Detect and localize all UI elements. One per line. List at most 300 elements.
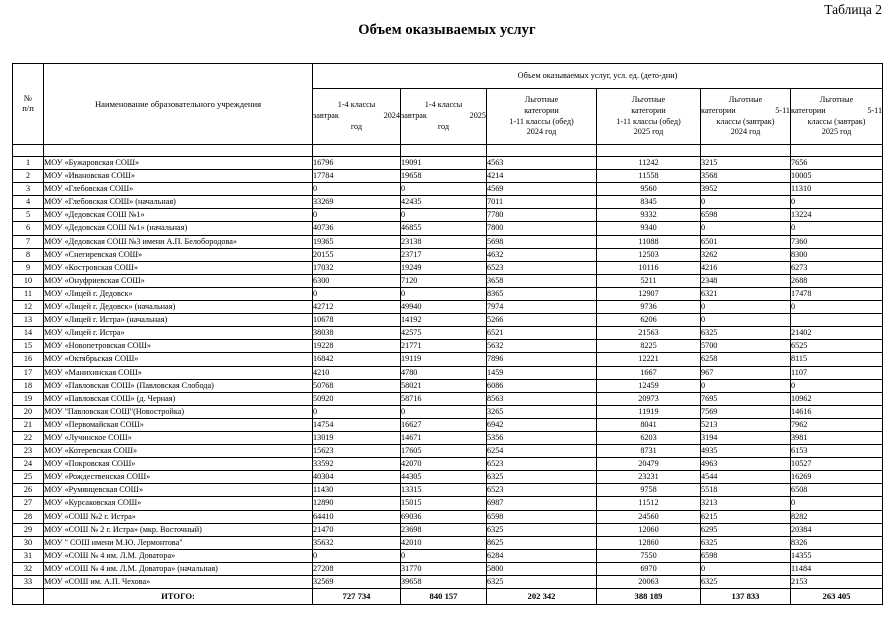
cell-value-5: 6598 [701,209,791,222]
cell-value-3: 6086 [487,379,597,392]
cell-value-1: 50768 [313,379,401,392]
institution-name: МОУ «Глебовская СОШ» (начальная) [44,196,313,209]
cell-value-5: 6325 [701,536,791,549]
cell-value-6: 8115 [791,353,883,366]
header-col-4-line1: Льготные [631,94,666,104]
cell-value-5: 3215 [701,157,791,170]
row-number: 1 [13,157,44,170]
row-number: 18 [13,379,44,392]
institution-name: МОУ «СОШ № 2 г. Истра» (мкр. Восточный) [44,523,313,536]
cell-value-3: 4632 [487,248,597,261]
row-number: 9 [13,261,44,274]
institution-name: МОУ «Румянцевская СОШ» [44,484,313,497]
table-row [13,274,883,287]
institution-name: МОУ «СОШ № 4 им. Л.М. Доватора» [44,549,313,562]
cell-value-1: 64410 [313,510,401,523]
cell-value-2: 42575 [401,327,487,340]
spacer-cell [791,145,883,157]
institution-name: МОУ «Ивановская СОШ» [44,170,313,183]
cell-value-2: 42435 [401,196,487,209]
cell-value-5: 7569 [701,405,791,418]
cell-value-6: 0 [791,379,883,392]
cell-value-2: 7120 [401,274,487,287]
cell-value-1: 33269 [313,196,401,209]
header-col-6-line3: классы (завтрак) [807,116,866,126]
cell-value-1: 15623 [313,445,401,458]
cell-value-1: 50920 [313,392,401,405]
cell-value-1: 0 [313,183,401,196]
row-number: 16 [13,353,44,366]
cell-value-4: 7550 [597,549,701,562]
header-col-3-line2: категории [524,105,559,115]
cell-value-5: 6598 [701,549,791,562]
row-number: 3 [13,183,44,196]
header-col-1-line2: завтрак 2024 [313,111,400,121]
row-number: 19 [13,392,44,405]
cell-value-1: 0 [313,405,401,418]
row-number: 32 [13,562,44,575]
table-row [13,510,883,523]
cell-value-6: 1107 [791,366,883,379]
cell-value-3: 6523 [487,458,597,471]
cell-value-6: 6508 [791,484,883,497]
row-number: 26 [13,484,44,497]
cell-value-3: 6942 [487,418,597,431]
table-row [13,471,883,484]
header-col-privileged-breakfast-2025 [791,89,883,145]
header-row-number-line2: п/п [22,103,34,113]
cell-value-6: 8300 [791,248,883,261]
table-row [13,170,883,183]
cell-value-2: 4780 [401,366,487,379]
cell-value-2: 17605 [401,445,487,458]
header-col-1-line3: год [350,121,363,131]
institution-name: МОУ «Глебовская СОШ» [44,183,313,196]
row-number: 12 [13,301,44,314]
table-row [13,157,883,170]
cell-value-3: 5800 [487,562,597,575]
row-number: 29 [13,523,44,536]
cell-value-1: 6300 [313,274,401,287]
row-number: 31 [13,549,44,562]
cell-value-6: 10962 [791,392,883,405]
totals-value-1: 727 734 [313,589,401,605]
cell-value-4: 8041 [597,418,701,431]
table-row [13,431,883,444]
cell-value-6: 20384 [791,523,883,536]
cell-value-4: 9340 [597,222,701,235]
cell-value-1: 16842 [313,353,401,366]
row-number: 27 [13,497,44,510]
cell-value-4: 12503 [597,248,701,261]
cell-value-6: 0 [791,196,883,209]
cell-value-6: 7656 [791,157,883,170]
row-number: 20 [13,405,44,418]
table-row [13,484,883,497]
cell-value-3: 6254 [487,445,597,458]
cell-value-3: 6521 [487,327,597,340]
cell-value-5: 0 [701,314,791,327]
cell-value-3: 8365 [487,287,597,300]
cell-value-1: 19365 [313,235,401,248]
cell-value-4: 6206 [597,314,701,327]
cell-value-3: 4563 [487,157,597,170]
cell-value-3: 7011 [487,196,597,209]
row-number: 11 [13,287,44,300]
cell-value-5: 6295 [701,523,791,536]
header-col-1-line1: 1-4 классы [337,100,376,110]
header-group-title: Объем оказываемых услуг, усл. ед. (дето-дни) [313,64,883,89]
cell-value-4: 12459 [597,379,701,392]
cell-value-4: 20479 [597,458,701,471]
row-number: 13 [13,314,44,327]
table-row [13,353,883,366]
cell-value-5: 6501 [701,235,791,248]
table-row [13,576,883,589]
header-institution-name: Наименование образовательного учреждения [44,64,313,145]
cell-value-6: 8326 [791,536,883,549]
cell-value-1: 42712 [313,301,401,314]
institution-name: МОУ «СОШ им. А.П. Чехова» [44,576,313,589]
cell-value-3: 5698 [487,235,597,248]
cell-value-5: 0 [701,196,791,209]
cell-value-3: 7780 [487,209,597,222]
cell-value-1: 12890 [313,497,401,510]
cell-value-2: 23138 [401,235,487,248]
cell-value-1: 32569 [313,576,401,589]
spacer-cell [44,145,313,157]
cell-value-5: 5700 [701,340,791,353]
cell-value-1: 16796 [313,157,401,170]
cell-value-4: 10116 [597,261,701,274]
row-number: 14 [13,327,44,340]
cell-value-2: 39658 [401,576,487,589]
cell-value-5: 7695 [701,392,791,405]
cell-value-1: 33592 [313,458,401,471]
cell-value-4: 23231 [597,471,701,484]
cell-value-3: 6987 [487,497,597,510]
cell-value-6: 3981 [791,431,883,444]
table-row [13,392,883,405]
cell-value-6: 11484 [791,562,883,575]
table-row [13,183,883,196]
institution-name: МОУ «Павловская СОШ» (Павловская Слобода) [44,379,313,392]
table-row [13,327,883,340]
cell-value-6: 10527 [791,458,883,471]
totals-value-4: 388 189 [597,589,701,605]
cell-value-5: 4935 [701,445,791,458]
header-col-4-line2: категории [631,105,666,115]
table-row [13,196,883,209]
spacer-cell [401,145,487,157]
cell-value-2: 15015 [401,497,487,510]
header-col-privileged-breakfast-2024 [701,89,791,145]
cell-value-3: 6325 [487,471,597,484]
row-number: 30 [13,536,44,549]
cell-value-2: 19119 [401,353,487,366]
cell-value-4: 8731 [597,445,701,458]
cell-value-2: 42010 [401,536,487,549]
row-number: 33 [13,576,44,589]
row-number: 21 [13,418,44,431]
institution-name: МОУ " СОШ имени М.Ю. Лермонтова" [44,536,313,549]
spacer-cell [313,145,401,157]
cell-value-3: 6598 [487,510,597,523]
table-row [13,405,883,418]
table-row [13,497,883,510]
cell-value-3: 5266 [487,314,597,327]
cell-value-2: 19249 [401,261,487,274]
cell-value-5: 6215 [701,510,791,523]
row-number: 15 [13,340,44,353]
table-row [13,418,883,431]
row-number: 23 [13,445,44,458]
header-col-3-line4: 2024 год [526,127,557,137]
row-number: 17 [13,366,44,379]
header-col-6-line1: Льготные [819,94,854,104]
cell-value-4: 9758 [597,484,701,497]
table-row [13,235,883,248]
row-number: 2 [13,170,44,183]
header-col-5-line3: классы (завтрак) [716,116,775,126]
cell-value-2: 0 [401,287,487,300]
cell-value-5: 4216 [701,261,791,274]
row-number: 25 [13,471,44,484]
spacer-cell [701,145,791,157]
cell-value-4: 1667 [597,366,701,379]
table-row [13,261,883,274]
cell-value-2: 44305 [401,471,487,484]
cell-value-2: 0 [401,209,487,222]
cell-value-3: 4214 [487,170,597,183]
institution-name: МОУ «Первомайская СОШ» [44,418,313,431]
row-number: 6 [13,222,44,235]
header-col-2-line1: 1-4 классы [424,100,463,110]
cell-value-1: 20155 [313,248,401,261]
cell-value-5: 0 [701,379,791,392]
table-row [13,314,883,327]
spacer-cell [487,145,597,157]
cell-value-4: 9332 [597,209,701,222]
institution-name: МОУ «Покровская СОШ» [44,458,313,471]
institution-name: МОУ «Дедовская СОШ №1» (начальная) [44,222,313,235]
cell-value-2: 58716 [401,392,487,405]
cell-value-2: 14192 [401,314,487,327]
cell-value-2: 13315 [401,484,487,497]
cell-value-5: 6325 [701,576,791,589]
cell-value-5: 2348 [701,274,791,287]
cell-value-5: 3952 [701,183,791,196]
services-table [12,63,883,605]
cell-value-1: 0 [313,209,401,222]
institution-name: МОУ «Лицей г. Истра» [44,327,313,340]
cell-value-2: 42070 [401,458,487,471]
row-number: 10 [13,274,44,287]
cell-value-4: 24560 [597,510,701,523]
institution-name: МОУ «СОШ №2 г. Истра» [44,510,313,523]
cell-value-1: 27208 [313,562,401,575]
cell-value-3: 8625 [487,536,597,549]
totals-value-6: 263 405 [791,589,883,605]
institution-name: МОУ «Лицей г. Дедовск» [44,287,313,300]
cell-value-3: 6325 [487,523,597,536]
cell-value-6: 6273 [791,261,883,274]
institution-name: МОУ «Манихинская СОШ» [44,366,313,379]
cell-value-2: 19091 [401,157,487,170]
cell-value-6: 7962 [791,418,883,431]
totals-empty-cell [13,589,44,605]
cell-value-4: 11088 [597,235,701,248]
table-row [13,287,883,300]
header-row-number-line1: № [23,93,33,104]
header-col-privileged-lunch-2024 [487,89,597,145]
header-col-privileged-lunch-2025 [597,89,701,145]
cell-value-1: 40736 [313,222,401,235]
institution-name: МОУ «Котеревская СОШ» [44,445,313,458]
cell-value-1: 21470 [313,523,401,536]
cell-value-5: 6321 [701,287,791,300]
cell-value-3: 4569 [487,183,597,196]
institution-name: МОУ «Курсаковская СОШ» [44,497,313,510]
totals-row [13,589,883,605]
cell-value-2: 0 [401,405,487,418]
cell-value-4: 11242 [597,157,701,170]
cell-value-1: 0 [313,549,401,562]
header-col-2-line3: год [437,121,450,131]
totals-value-5: 137 833 [701,589,791,605]
cell-value-1: 4210 [313,366,401,379]
cell-value-4: 5211 [597,274,701,287]
header-row-number [13,64,44,145]
cell-value-6: 6525 [791,340,883,353]
institution-name: МОУ «Снегиревская СОШ» [44,248,313,261]
cell-value-2: 0 [401,183,487,196]
table-row [13,340,883,353]
cell-value-5: 5213 [701,418,791,431]
cell-value-6: 2153 [791,576,883,589]
row-number: 8 [13,248,44,261]
cell-value-1: 40304 [313,471,401,484]
cell-value-5: 4544 [701,471,791,484]
institution-name: МОУ «СОШ № 4 им. Л.М. Доватора» (начальная) [44,562,313,575]
cell-value-5: 3262 [701,248,791,261]
table-row [13,562,883,575]
row-number: 4 [13,196,44,209]
cell-value-4: 8225 [597,340,701,353]
cell-value-2: 21771 [401,340,487,353]
cell-value-6: 0 [791,222,883,235]
institution-name: МОУ «Костровская СОШ» [44,261,313,274]
cell-value-2: 16627 [401,418,487,431]
header-col-6-line2: категории 5-11 [791,105,883,115]
cell-value-2: 23698 [401,523,487,536]
cell-value-4: 20063 [597,576,701,589]
table-row [13,445,883,458]
cell-value-4: 20973 [597,392,701,405]
cell-value-4: 9560 [597,183,701,196]
cell-value-4: 12060 [597,523,701,536]
institution-name: МОУ «Лицей г. Истра» (начальная) [44,314,313,327]
cell-value-3: 6523 [487,484,597,497]
cell-value-6: 13224 [791,209,883,222]
cell-value-1: 19228 [313,340,401,353]
cell-value-1: 11430 [313,484,401,497]
header-col-1-4-breakfast-2025 [401,89,487,145]
cell-value-4: 11558 [597,170,701,183]
cell-value-5: 3213 [701,497,791,510]
totals-value-2: 840 157 [401,589,487,605]
institution-name: МОУ «Лицей г. Дедовск» (начальная) [44,301,313,314]
table-body [13,145,883,589]
row-number: 24 [13,458,44,471]
cell-value-6: 8282 [791,510,883,523]
cell-value-6: 14616 [791,405,883,418]
cell-value-4: 9736 [597,301,701,314]
header-col-2-line2: завтрак 2025 [401,111,486,121]
header-col-1-4-breakfast-2024 [313,89,401,145]
cell-value-5: 5518 [701,484,791,497]
cell-value-5: 6258 [701,353,791,366]
cell-value-6: 0 [791,301,883,314]
cell-value-5: 3568 [701,170,791,183]
cell-value-1: 35632 [313,536,401,549]
cell-value-3: 6284 [487,549,597,562]
table-row [13,366,883,379]
table-row [13,209,883,222]
cell-value-6: 6153 [791,445,883,458]
table-row [13,301,883,314]
cell-value-1: 13019 [313,431,401,444]
cell-value-5: 0 [701,562,791,575]
totals-label: ИТОГО: [44,589,313,605]
institution-name: МОУ «Октябрьская СОШ» [44,353,313,366]
cell-value-1: 14754 [313,418,401,431]
row-number: 5 [13,209,44,222]
cell-value-4: 12860 [597,536,701,549]
cell-value-6: 0 [791,497,883,510]
cell-value-3: 7974 [487,301,597,314]
cell-value-6: 16269 [791,471,883,484]
institution-name: МОУ «Рождественская СОШ» [44,471,313,484]
cell-value-2: 31770 [401,562,487,575]
cell-value-4: 8345 [597,196,701,209]
services-table-container [12,63,882,605]
cell-value-4: 11919 [597,405,701,418]
table-row [13,549,883,562]
row-number: 22 [13,431,44,444]
cell-value-2: 23717 [401,248,487,261]
institution-name: МОУ «Бужаровская СОШ» [44,157,313,170]
cell-value-6: 10005 [791,170,883,183]
cell-value-6: 11310 [791,183,883,196]
page-title: Объем оказываемых услуг [358,22,536,38]
cell-value-2: 58021 [401,379,487,392]
table-row [13,248,883,261]
header-col-5-line1: Льготные [728,94,763,104]
cell-value-5: 967 [701,366,791,379]
cell-value-5: 0 [701,222,791,235]
cell-value-3: 3265 [487,405,597,418]
cell-value-3: 7896 [487,353,597,366]
cell-value-1: 17032 [313,261,401,274]
totals-value-3: 202 342 [487,589,597,605]
table-row [13,523,883,536]
institution-name: МОУ «Дедовская СОШ №1» [44,209,313,222]
institution-name: МОУ «Павловская СОШ» (д. Черная) [44,392,313,405]
cell-value-3: 8563 [487,392,597,405]
table-row [13,379,883,392]
cell-value-2: 19658 [401,170,487,183]
